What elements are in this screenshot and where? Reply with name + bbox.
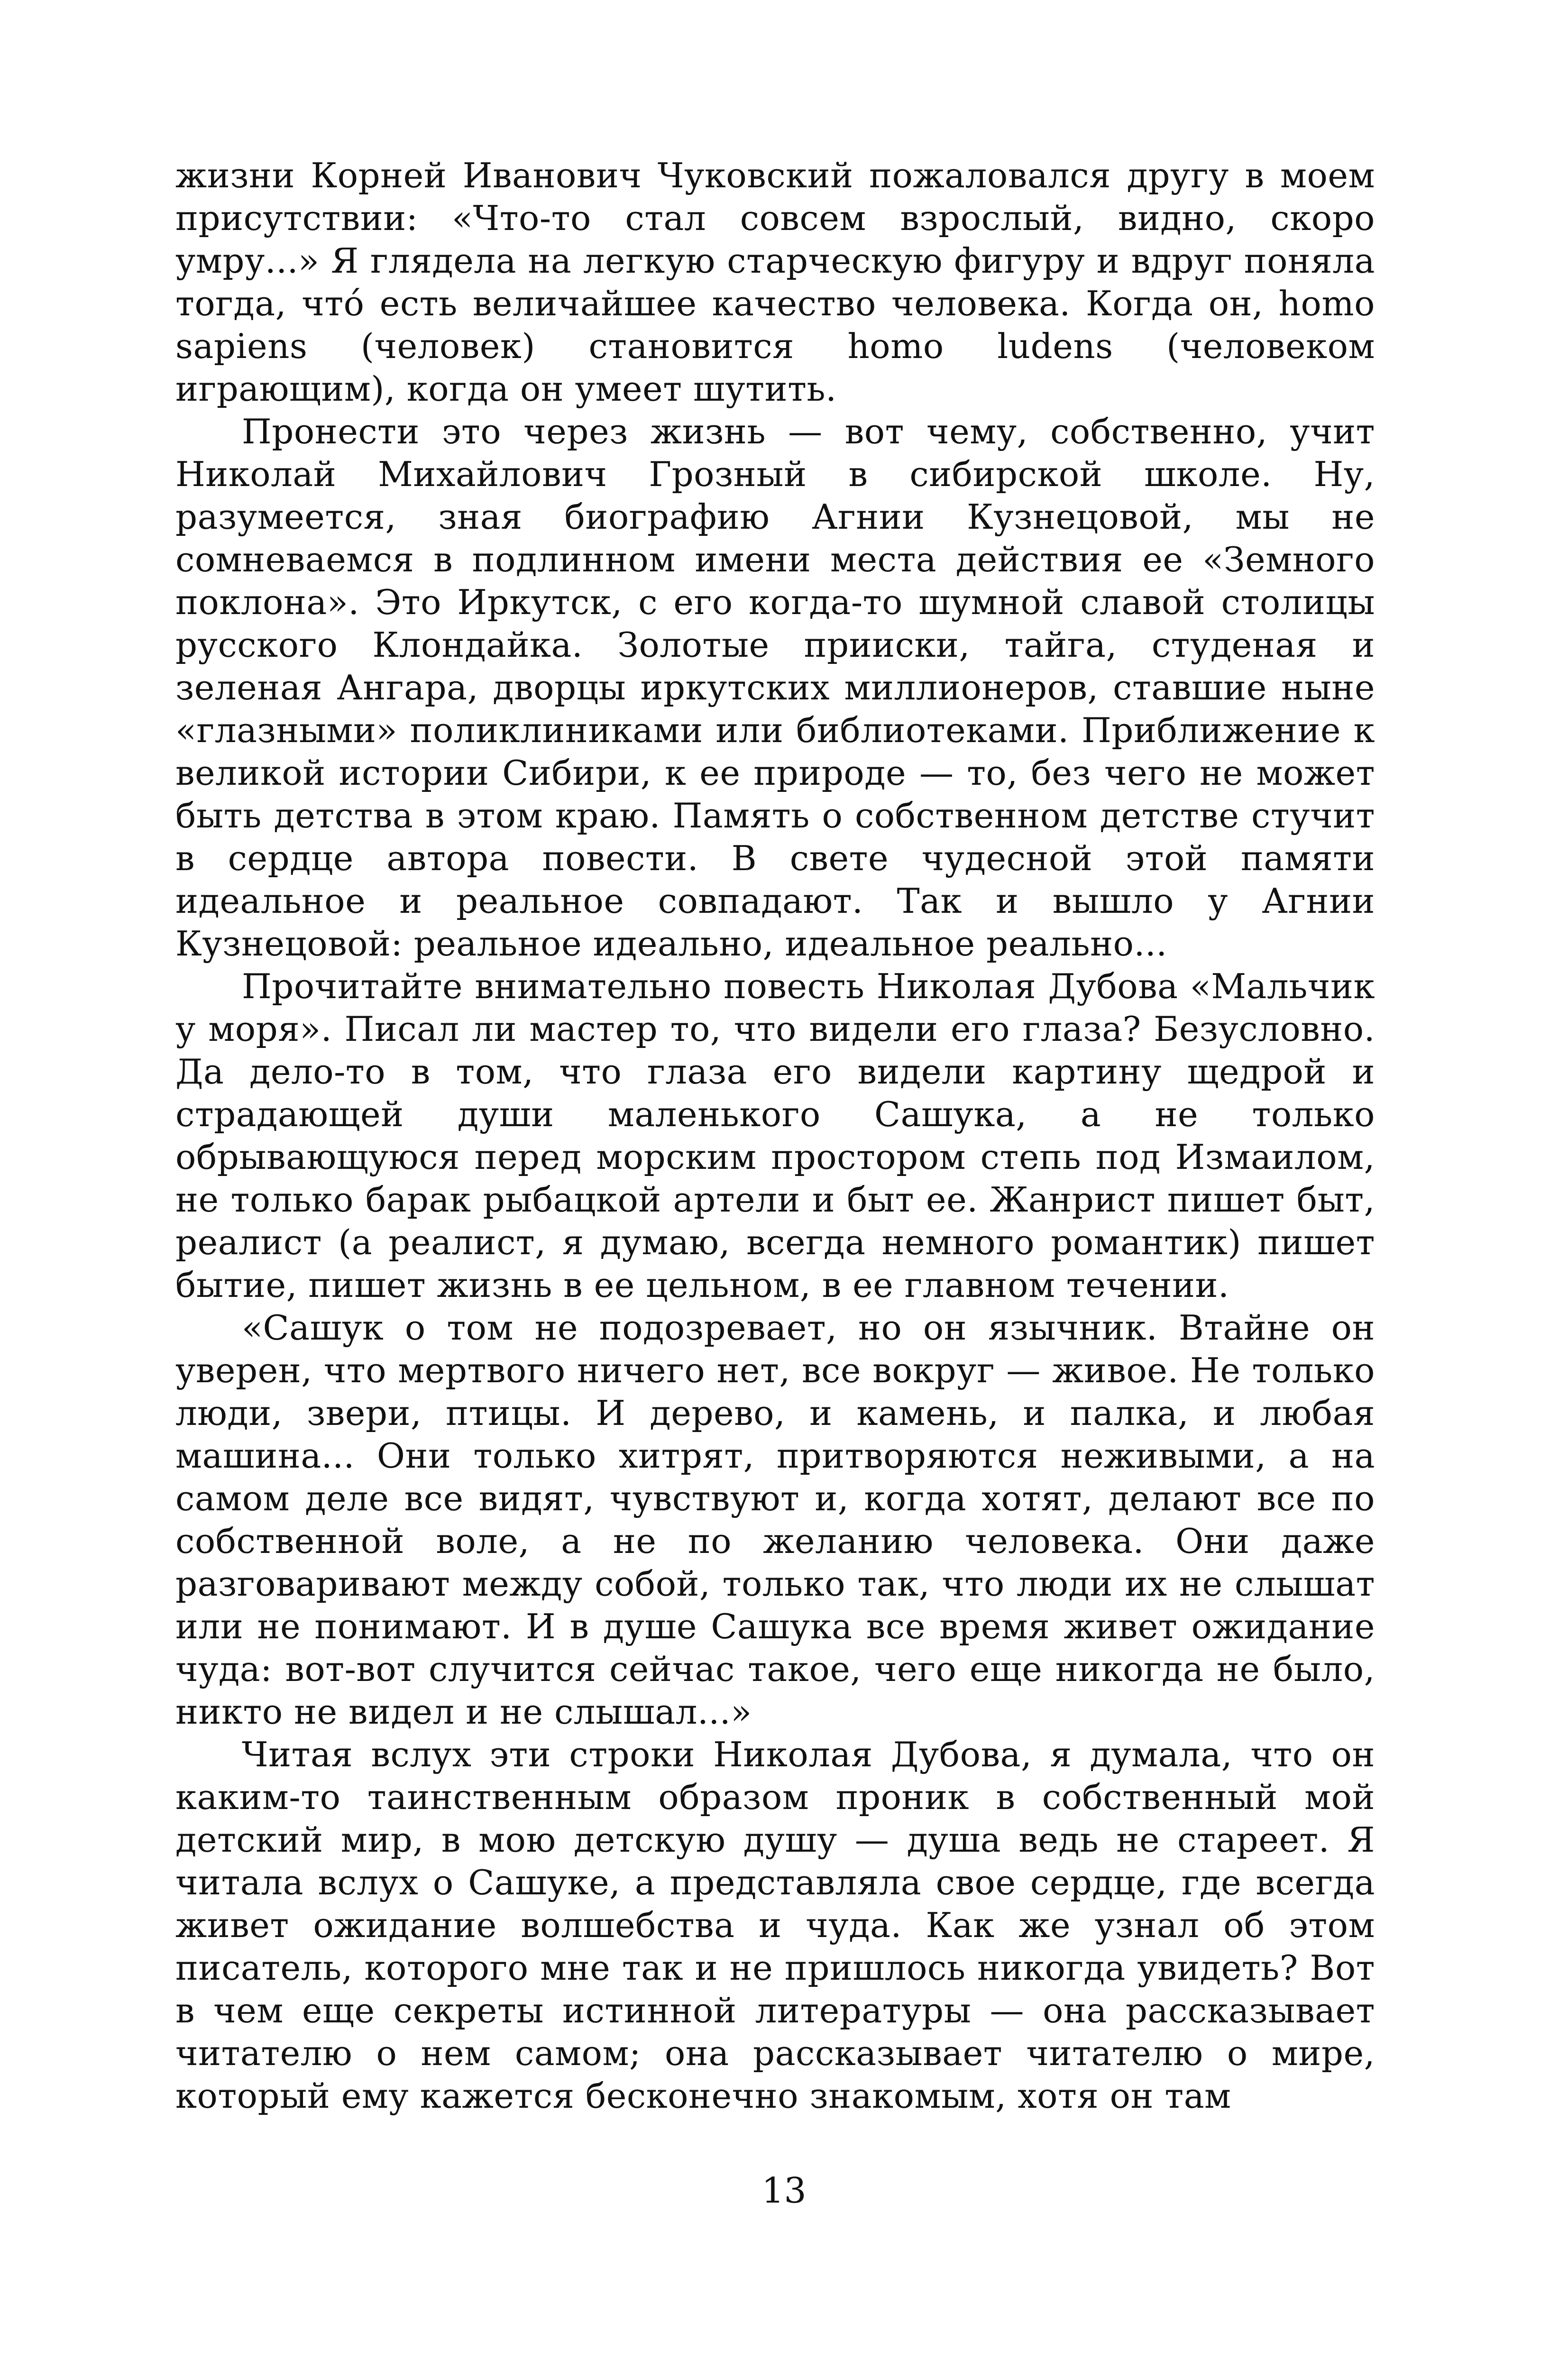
- paragraph-continuation: жизни Корней Иванович Чуковский пожаловался другу в моем присутствии: «Что-то стал совсем взрослый, видно, скоро умру...» Я глядела на легкую старческую фигуру и вдруг поняла тогда, что́ есть величайшее качество человека. Когда он, homo sapiens (человек) становится homo ludens (человеком играющим), когда он умеет шутить.: [175, 156, 1375, 409]
- page-number: 13: [761, 2170, 807, 2211]
- paragraph-quotation: «Сашук о том не подозревает, но он язычник. Втайне он уверен, что мертвого ничего нет, все вокруг — живое. Не только люди, звери, птицы. И дерево, и камень, и палка, и любая машина... Они только хитрят, притворяются неживыми, а на самом деле все видят, чувствуют и, когда хотят, делают все по собственной воле, а не по желанию человека. Они даже разговаривают между собой, только так, что люди их не слышат или не понимают. И в душе Сашука все время живет ожидание чуда: вот-вот случится сейчас такое, чего еще никогда не было, никто не видел и не слышал...»: [175, 1308, 1375, 1732]
- paragraph-dubov-story: Прочитайте внимательно повесть Николая Дубова «Мальчик у моря». Писал ли мастер то, что видели его глаза? Безусловно. Да дело-то в том, что глаза его видели картину щедрой и страдающей души маленького Сашука, а не только обрывающуюся перед морским простором степь под Измаилом, не только барак рыбацкой артели и быт ее. Жанрист пишет быт, реалист (а реалист, я думаю, всегда немного романтик) пишет бытие, пишет жизнь в ее цельном, в ее главном течении.: [175, 966, 1375, 1305]
- main-text-column: [175, 154, 1375, 2117]
- paragraph-reading-aloud: Читая вслух эти строки Николая Дубова, я думала, что он каким-то таинственным образом проник в собственный мой детский мир, в мою детскую душу — душа ведь не стареет. Я читала вслух о Сашуке, а представляла свое сердце, где всегда живет ожидание волшебства и чуда. Как же узнал об этом писатель, которого мне так и не пришлось никогда увидеть? Вот в чем еще секреты истинной литературы — она рассказывает читателю о нем самом; она рассказывает читателю о мире, который ему кажется бесконечно знакомым, хотя он там: [175, 1735, 1375, 2116]
- paragraph-grozny-school: Пронести это через жизнь — вот чему, собственно, учит Николай Михайлович Грозный в сибирской школе. Ну, разумеется, зная биографию Агнии Кузнецовой, мы не сомневаемся в подлинном имени места действия ее «Земного поклона». Это Иркутск, с его когда-то шумной славой столицы русского Клондайка. Золотые прииски, тайга, студеная и зеленая Ангара, дворцы иркутских миллионеров, ставшие ныне «глазными» поликлиниками или библиотеками. Приближение к великой истории Сибири, к ее природе — то, без чего не может быть детства в этом краю. Память о собственном детстве стучит в сердце автора повести. В свете чудесной этой памяти идеальное и реальное совпадают. Так и вышло у Агнии Кузнецовой: реальное идеально, идеальное реально...: [175, 412, 1375, 964]
